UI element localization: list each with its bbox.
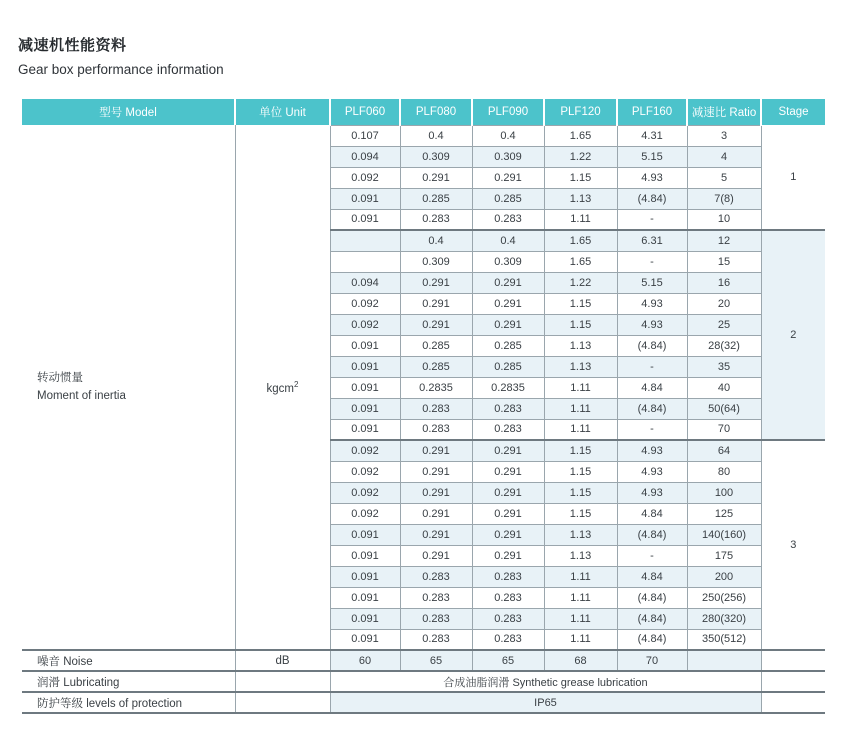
value-cell: 4.84 <box>617 566 687 587</box>
value-cell: 0.291 <box>400 545 472 566</box>
value-cell: 4 <box>687 146 761 167</box>
noise-label-cell: 噪音 Noise <box>22 650 235 671</box>
value-cell: 0.091 <box>330 356 400 377</box>
value-cell: 1.15 <box>544 167 617 188</box>
value-cell: 0.285 <box>400 335 472 356</box>
value-cell: 280(320) <box>687 608 761 629</box>
value-cell: 0.291 <box>472 524 544 545</box>
value-cell: 0.291 <box>400 293 472 314</box>
value-cell: 250(256) <box>687 587 761 608</box>
value-cell: 0.309 <box>400 146 472 167</box>
value-cell: 1.65 <box>544 251 617 272</box>
value-cell: 0.283 <box>400 587 472 608</box>
lubricating-row <box>22 671 825 692</box>
value-cell: 0.092 <box>330 314 400 335</box>
value-cell: 175 <box>687 545 761 566</box>
table-head <box>22 99 825 125</box>
value-cell: 0.285 <box>400 188 472 209</box>
page-title-zh: 减速机性能资料 <box>18 37 127 54</box>
value-cell: 64 <box>687 440 761 461</box>
stage-cell: 2 <box>761 230 825 440</box>
value-cell: 1.11 <box>544 608 617 629</box>
value-cell: 0.283 <box>472 587 544 608</box>
value-cell: - <box>617 419 687 440</box>
value-cell: 0.091 <box>330 398 400 419</box>
value-cell: 0.092 <box>330 440 400 461</box>
value-cell: 0.291 <box>472 482 544 503</box>
value-cell: 0.291 <box>400 524 472 545</box>
value-cell <box>330 251 400 272</box>
value-cell: 0.283 <box>400 608 472 629</box>
col-header-plf060: PLF060 <box>330 99 400 125</box>
value-cell: 1.22 <box>544 146 617 167</box>
value-cell: 1.65 <box>544 125 617 146</box>
value-cell: 0.291 <box>472 461 544 482</box>
value-cell: 0.283 <box>472 398 544 419</box>
value-cell <box>330 230 400 251</box>
value-cell: 1.13 <box>544 524 617 545</box>
value-cell: 0.4 <box>472 230 544 251</box>
value-cell: 25 <box>687 314 761 335</box>
lubricating-stage-cell <box>761 671 825 692</box>
col-header-ratio: 减速比 Ratio <box>687 99 761 125</box>
value-cell: 0.291 <box>472 167 544 188</box>
value-cell: 0.2835 <box>400 377 472 398</box>
value-cell: 1.15 <box>544 440 617 461</box>
value-cell: 0.285 <box>472 356 544 377</box>
value-cell: 0.291 <box>472 314 544 335</box>
noise-stage-cell <box>761 650 825 671</box>
value-cell: 0.283 <box>472 209 544 230</box>
noise-value-cell: 65 <box>400 650 472 671</box>
value-cell: (4.84) <box>617 398 687 419</box>
value-cell: 15 <box>687 251 761 272</box>
value-cell: 1.15 <box>544 314 617 335</box>
value-cell: 1.13 <box>544 545 617 566</box>
value-cell: 350(512) <box>687 629 761 650</box>
value-cell: 80 <box>687 461 761 482</box>
value-cell: 0.309 <box>472 146 544 167</box>
value-cell: 1.13 <box>544 356 617 377</box>
value-cell: - <box>617 545 687 566</box>
value-cell: 28(32) <box>687 335 761 356</box>
value-cell: 0.091 <box>330 587 400 608</box>
value-cell: 0.2835 <box>472 377 544 398</box>
col-header-plf160: PLF160 <box>617 99 687 125</box>
value-cell: 0.283 <box>400 398 472 419</box>
noise-unit-cell: dB <box>235 650 330 671</box>
page-title-en: Gear box performance information <box>18 62 224 77</box>
value-cell: - <box>617 356 687 377</box>
value-cell: 0.107 <box>330 125 400 146</box>
value-cell: 0.285 <box>472 188 544 209</box>
col-header-unit: 单位 Unit <box>235 99 330 125</box>
value-cell: 0.092 <box>330 461 400 482</box>
value-cell: 0.291 <box>400 482 472 503</box>
header-row <box>22 99 825 125</box>
value-cell: 0.091 <box>330 566 400 587</box>
value-cell: 0.091 <box>330 188 400 209</box>
col-header-plf090: PLF090 <box>472 99 544 125</box>
noise-value-cell: 65 <box>472 650 544 671</box>
value-cell: 1.11 <box>544 587 617 608</box>
protection-row <box>22 692 825 713</box>
value-cell: 0.091 <box>330 335 400 356</box>
value-cell: 12 <box>687 230 761 251</box>
value-cell: 0.283 <box>400 566 472 587</box>
noise-ratio-cell <box>687 650 761 671</box>
value-cell: 0.091 <box>330 209 400 230</box>
noise-value-cell: 70 <box>617 650 687 671</box>
value-cell: 0.091 <box>330 524 400 545</box>
value-cell: 70 <box>687 419 761 440</box>
value-cell: 7(8) <box>687 188 761 209</box>
value-cell: (4.84) <box>617 335 687 356</box>
value-cell: 0.283 <box>400 209 472 230</box>
inertia-label-cell <box>22 125 235 650</box>
value-cell: 0.309 <box>472 251 544 272</box>
inertia-label-en: Moment of inertia <box>37 390 126 402</box>
value-cell: 5.15 <box>617 146 687 167</box>
value-cell: 125 <box>687 503 761 524</box>
value-cell: - <box>617 209 687 230</box>
value-cell: 4.93 <box>617 167 687 188</box>
col-header-plf120: PLF120 <box>544 99 617 125</box>
stage-cell: 1 <box>761 125 825 230</box>
value-cell: 200 <box>687 566 761 587</box>
value-cell: 0.4 <box>400 125 472 146</box>
value-cell: 0.291 <box>400 440 472 461</box>
value-cell: 4.93 <box>617 440 687 461</box>
value-cell: 0.094 <box>330 272 400 293</box>
gearbox-performance-table <box>22 99 825 714</box>
protection-label-cell: 防护等级 levels of protection <box>22 692 235 713</box>
value-cell: 140(160) <box>687 524 761 545</box>
value-cell: 1.11 <box>544 398 617 419</box>
unit-cell: kgcm$^2$ <box>235 125 330 650</box>
value-cell: 0.291 <box>472 293 544 314</box>
value-cell: 0.285 <box>400 356 472 377</box>
value-cell: 1.11 <box>544 629 617 650</box>
value-cell: 6.31 <box>617 230 687 251</box>
value-cell: 1.13 <box>544 188 617 209</box>
value-cell: (4.84) <box>617 629 687 650</box>
value-cell: 0.291 <box>472 272 544 293</box>
value-cell: 1.15 <box>544 293 617 314</box>
value-cell: 1.15 <box>544 461 617 482</box>
value-cell: 0.092 <box>330 293 400 314</box>
value-cell: 0.4 <box>400 230 472 251</box>
value-cell: 35 <box>687 356 761 377</box>
value-cell: 0.283 <box>472 608 544 629</box>
noise-row <box>22 650 825 671</box>
value-cell: 0.291 <box>400 503 472 524</box>
value-cell: (4.84) <box>617 188 687 209</box>
value-cell: 4.93 <box>617 461 687 482</box>
value-cell: 10 <box>687 209 761 230</box>
value-cell: 3 <box>687 125 761 146</box>
noise-value-cell: 68 <box>544 650 617 671</box>
unit-exponent: 2 <box>294 379 299 389</box>
value-cell: 1.15 <box>544 503 617 524</box>
value-cell: 0.285 <box>472 335 544 356</box>
lubricating-unit-cell <box>235 671 330 692</box>
table-body <box>22 125 825 713</box>
value-cell: 1.65 <box>544 230 617 251</box>
value-cell: (4.84) <box>617 587 687 608</box>
value-cell: 1.11 <box>544 377 617 398</box>
lubricating-label-cell: 润滑 Lubricating <box>22 671 235 692</box>
value-cell: 0.291 <box>472 503 544 524</box>
col-header-model: 型号 Model <box>22 99 235 125</box>
inertia-label-zh: 转动惯量 <box>37 371 83 384</box>
value-cell: 4.84 <box>617 503 687 524</box>
value-cell: - <box>617 251 687 272</box>
value-cell: 50(64) <box>687 398 761 419</box>
value-cell: 0.094 <box>330 146 400 167</box>
value-cell: 0.4 <box>472 125 544 146</box>
value-cell: (4.84) <box>617 608 687 629</box>
value-cell: 0.291 <box>472 440 544 461</box>
value-cell: 0.091 <box>330 545 400 566</box>
value-cell: 0.092 <box>330 167 400 188</box>
value-cell: 0.283 <box>472 419 544 440</box>
value-cell: 4.93 <box>617 482 687 503</box>
value-cell: 0.291 <box>400 314 472 335</box>
noise-value-cell: 60 <box>330 650 400 671</box>
value-cell: 0.291 <box>400 461 472 482</box>
value-cell: 1.11 <box>544 209 617 230</box>
value-cell: 4.93 <box>617 314 687 335</box>
value-cell: 0.091 <box>330 377 400 398</box>
value-cell: 4.31 <box>617 125 687 146</box>
value-cell: 0.309 <box>400 251 472 272</box>
value-cell: 5.15 <box>617 272 687 293</box>
value-cell: 0.283 <box>472 566 544 587</box>
value-cell: 0.091 <box>330 419 400 440</box>
value-cell: 1.15 <box>544 482 617 503</box>
stage-cell: 3 <box>761 440 825 650</box>
value-cell: 1.11 <box>544 566 617 587</box>
col-header-stage: Stage <box>761 99 825 125</box>
value-cell: 0.091 <box>330 629 400 650</box>
value-cell: 0.283 <box>400 419 472 440</box>
value-cell: 0.283 <box>472 629 544 650</box>
col-header-plf080: PLF080 <box>400 99 472 125</box>
protection-stage-cell <box>761 692 825 713</box>
value-cell: 4.93 <box>617 293 687 314</box>
value-cell: 5 <box>687 167 761 188</box>
value-cell: 1.22 <box>544 272 617 293</box>
value-cell: 0.091 <box>330 608 400 629</box>
lubricating-value-cell: 合成油脂润滑 Synthetic grease lubrication <box>330 671 761 692</box>
value-cell: 0.092 <box>330 503 400 524</box>
data-row <box>22 125 825 146</box>
value-cell: 16 <box>687 272 761 293</box>
protection-unit-cell <box>235 692 330 713</box>
value-cell: 20 <box>687 293 761 314</box>
value-cell: 0.092 <box>330 482 400 503</box>
value-cell: (4.84) <box>617 524 687 545</box>
value-cell: 0.291 <box>400 167 472 188</box>
value-cell: 1.13 <box>544 335 617 356</box>
protection-value-cell: IP65 <box>330 692 761 713</box>
value-cell: 1.11 <box>544 419 617 440</box>
value-cell: 0.283 <box>400 629 472 650</box>
value-cell: 40 <box>687 377 761 398</box>
value-cell: 100 <box>687 482 761 503</box>
value-cell: 0.291 <box>472 545 544 566</box>
value-cell: 4.84 <box>617 377 687 398</box>
value-cell: 0.291 <box>400 272 472 293</box>
